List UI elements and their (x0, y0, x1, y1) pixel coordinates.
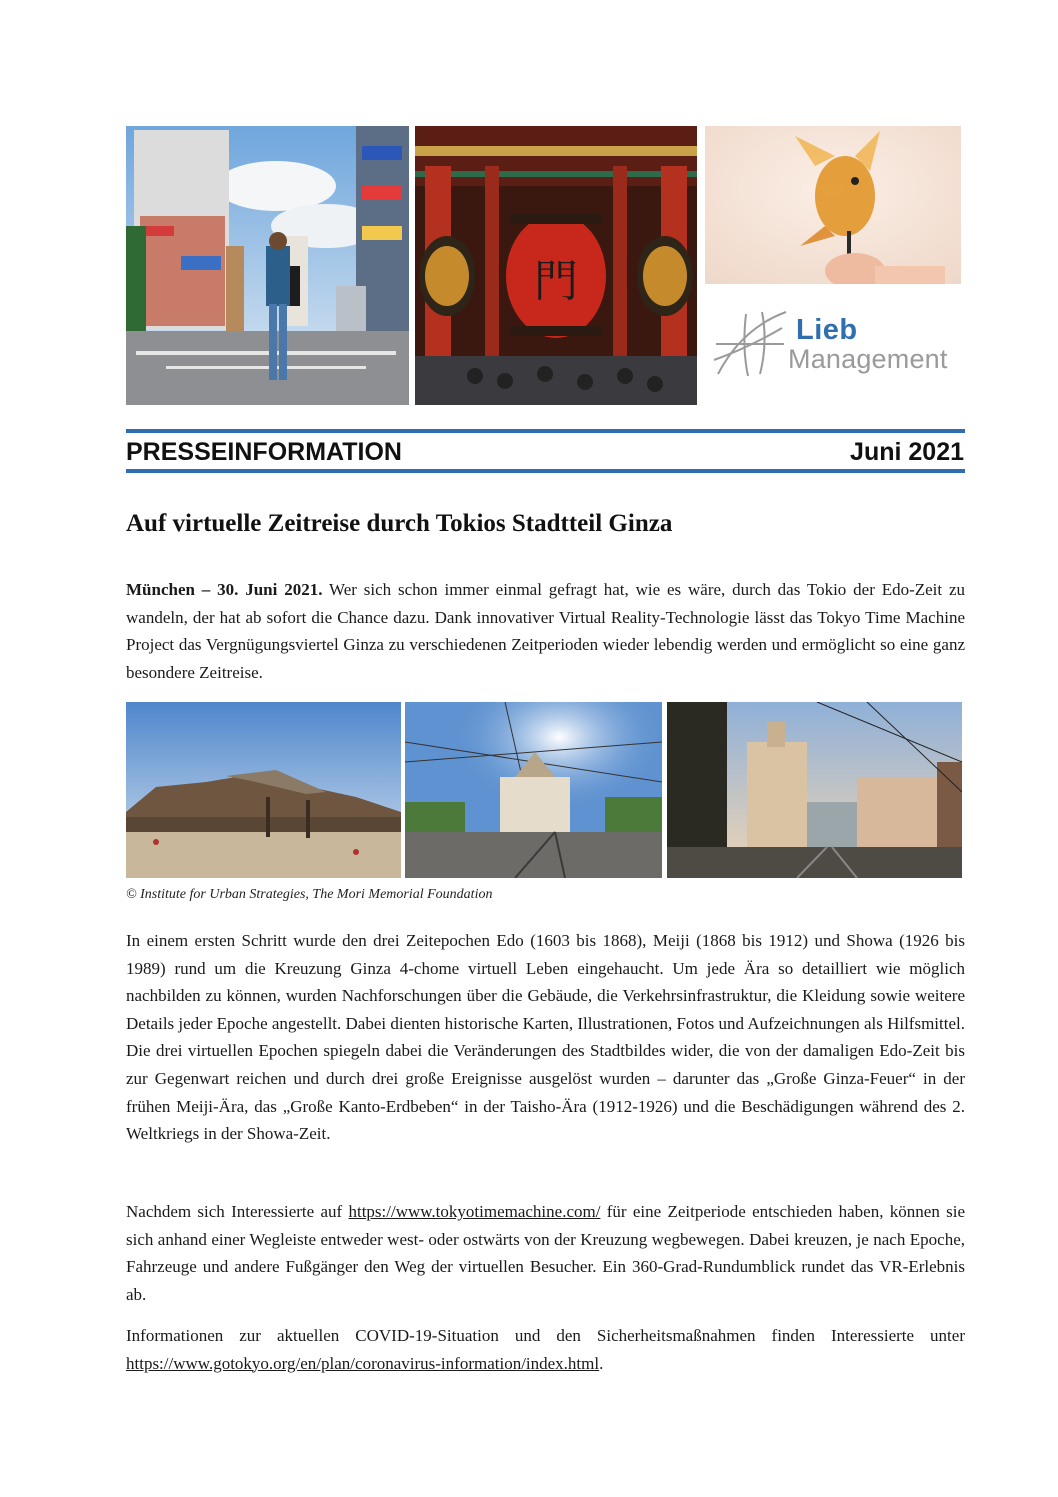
meiji-era-vr-render (405, 702, 662, 878)
body3-text-before: Informationen zur aktuellen COVID-19-Situation und den Sicherheitsmaßnahmen finden Interessierte unter (126, 1326, 965, 1345)
body-paragraph-1: In einem ersten Schritt wurde den drei Zeitepochen Edo (1603 bis 1868), Meiji (1868 bis 1912) und Showa (1926 bis 1989) rund um die Kreuzung Ginza 4-chome virtuell Leben eingehaucht. Um jede Ära so detailliert wie möglich nachbilden zu können, wurden Nachforschungen über die Gebäude, die Verkehrsinfrastruktur, die Kleidung sowie weitere Details jeder Epoche angestellt. Dabei dienten historische Karten, Illustrationen, Fotos und Aufzeichnungen als Hilfsmittel. Die drei virtuellen Epochen spiegeln dabei die Veränderungen des Stadtbildes wider, die von der damaligen Edo-Zeit bis zur Gegenwart reichen und durch drei große Ereignisse ausgelöst wurden – darunter das „Große Ginza-Feuer“ in der frühen Meiji-Ära, das „Große Kanto-Erdbeben“ in der Taisho-Ära (1912-1926) und die Beschädigungen während des 2. Weltkriegs in der Showa-Zeit. (126, 931, 965, 1144)
press-date: Juni 2021 (850, 438, 964, 466)
logo-lieb-text: Lieb (796, 314, 858, 346)
body3-text-after: . (599, 1353, 604, 1373)
body2-text-after: für eine Zeitperiode entschieden haben, können sie sich anhand einer Wegleiste entweder west- oder ostwärts von der Kreuzung wegbewegen. Dabei kreuzen, je nach Epoche, Fahrzeuge und andere Fußgänger den Weg der virtuellen Besucher. Ein 360-Grad-Rundumblick rundet das VR-Erlebnis ab. (126, 1202, 965, 1304)
gotokyo-covid-link[interactable]: https://www.gotokyo.org/en/plan/coronavirus-information/index.html (126, 1353, 600, 1373)
article-headline: Auf virtuelle Zeitreise durch Tokios Stadtteil Ginza (126, 510, 673, 537)
lead-text: Wer sich schon immer einmal gefragt hat, wie es wäre, durch das Tokio der Edo-Zeit zu wandeln, der hat ab sofort die Chance dazu. Dank innovativer Virtual Reality-Technologie lässt das Tokyo Time Machine Project das Vergnügungsviertel Ginza zu verschiedenen Zeitperioden wieder lebendig werden und ermöglicht so eine ganz besondere Zeitreise. (126, 580, 966, 682)
svg-text:門: 門 (534, 256, 578, 307)
showa-era-vr-render (667, 702, 962, 878)
logo-globe-icon (712, 308, 790, 378)
header-rule-top (126, 429, 965, 433)
body-paragraph-2 (126, 1198, 965, 1308)
press-label: PRESSEINFORMATION (126, 438, 402, 466)
lieb-management-logo (708, 300, 960, 390)
lead-paragraph (126, 576, 965, 686)
sensoji-lantern-photo (415, 126, 697, 405)
image-caption: © Institute for Urban Strategies, The Mori Memorial Foundation (126, 887, 493, 902)
shibuya-street-photo (126, 126, 409, 405)
body-paragraph-3 (126, 1322, 965, 1377)
tokyotimemachine-link[interactable]: https://www.tokyotimemachine.com/ (348, 1202, 601, 1221)
logo-management-text: Management (788, 344, 948, 374)
edo-era-vr-render (126, 702, 401, 878)
candy-goldfish-photo (705, 126, 961, 284)
header-rule-bottom (126, 469, 965, 473)
dateline: München – 30. Juni 2021. (126, 580, 323, 599)
body2-text-before: Nachdem sich Interessierte auf (126, 1202, 349, 1221)
